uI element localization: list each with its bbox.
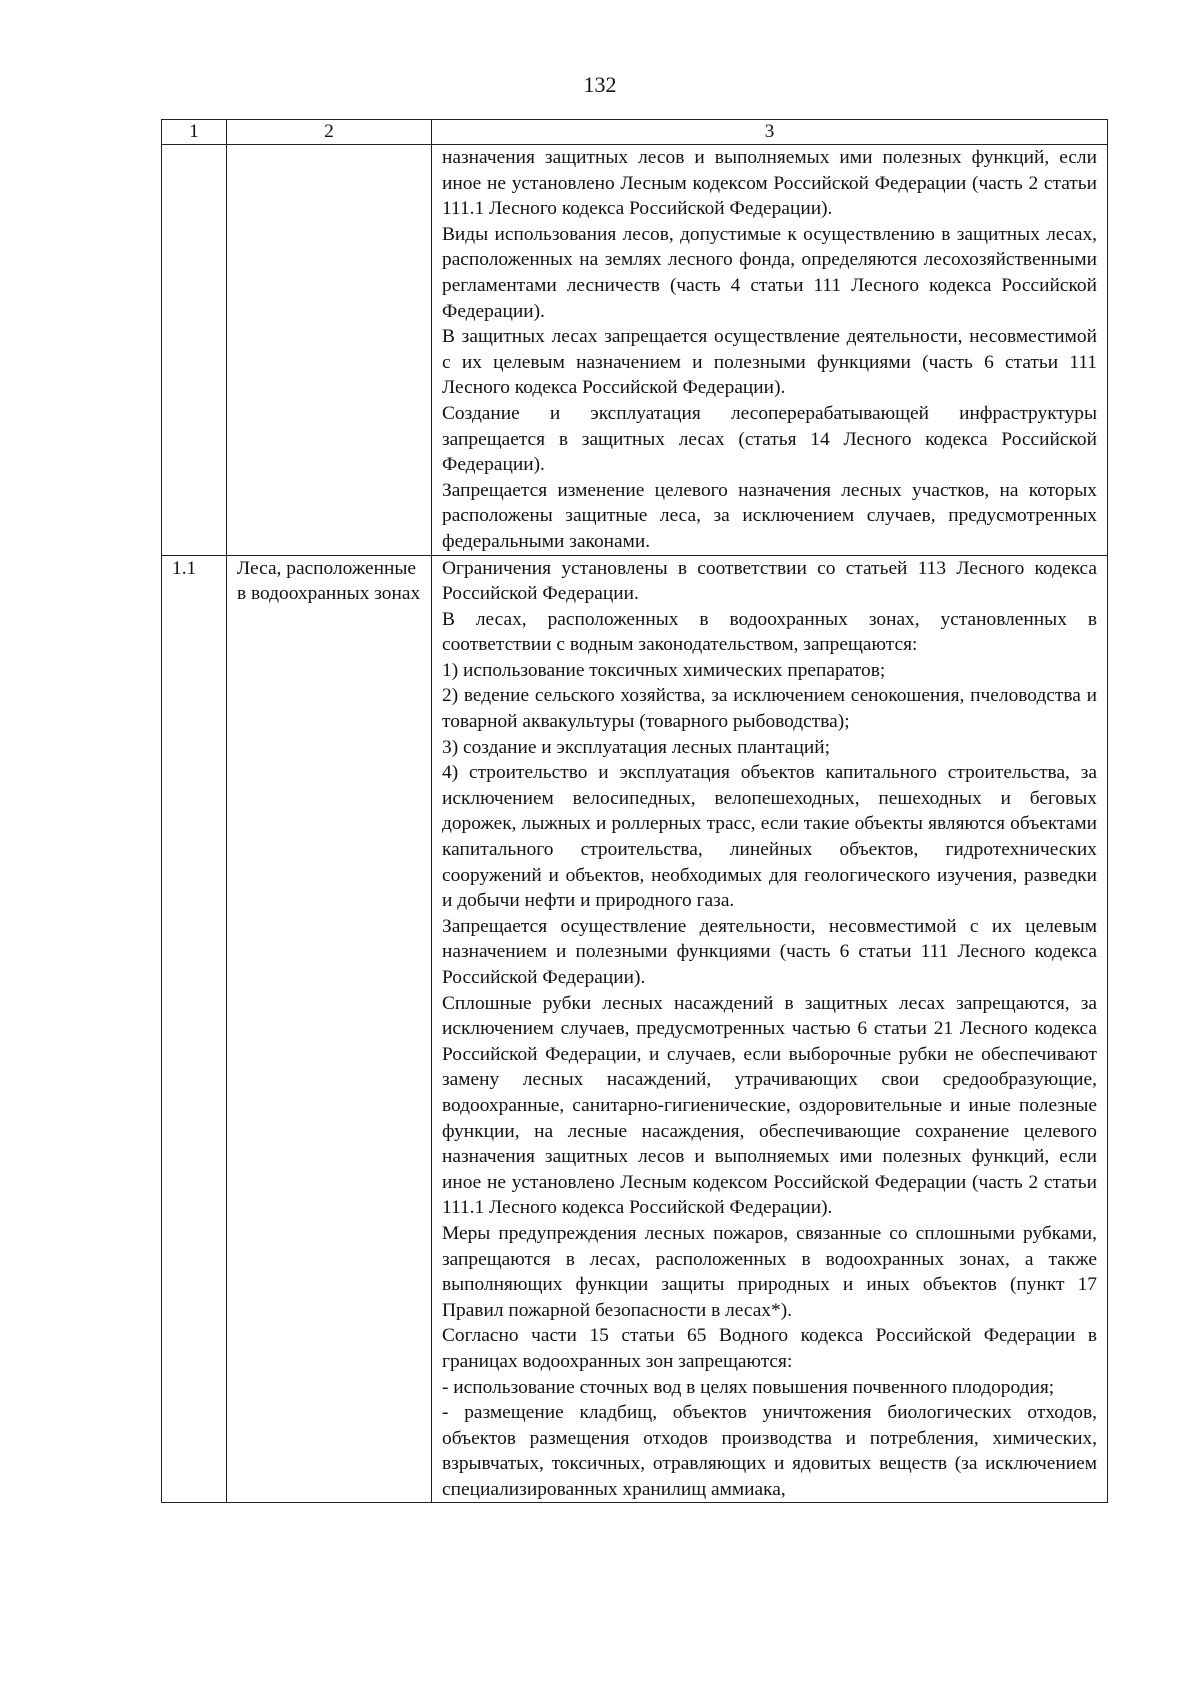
row-text-cell	[432, 555, 1108, 1503]
header-col-1: 1	[162, 120, 227, 145]
paragraph: В защитных лесах запрещается осуществление деятельности, несовместимой с их целевым назначением и полезными функциями (часть 6 статьи 111 Лесного кодекса Российской Федерации).	[442, 326, 1097, 399]
paragraph: 1) использование токсичных химических препаратов;	[442, 659, 886, 681]
paragraph: Сплошные рубки лесных насаждений в защитных лесах запрещаются, за исключением случаев, предусмотренных частью 6 статьи 21 Лесного кодекса Российской Федерации, и случаев, если выборочные рубки не обеспечивают замену лесных насаждений, утрачивающих свои средообразующие, водоохранные, санитарно-гигиенические, оздоровительные и иные полезные функции, на лесные насаждения, обеспечивающие сохранение целевого назначения защитных лесов и выполняемых ими полезных функций, если иное не установлено Лесным кодексом Российской Федерации (часть 2 статьи 111.1 Лесного кодекса Российской Федерации).	[442, 992, 1097, 1219]
row-name-cell	[227, 145, 432, 556]
paragraph: 3) создание и эксплуатация лесных плантаций;	[442, 736, 831, 758]
regulations-table	[161, 119, 1108, 1503]
header-col-3: 3	[432, 120, 1108, 145]
paragraph: В лесах, расположенных в водоохранных зонах, установленных в соответствии с водным законодательством, запрещаются:	[442, 608, 1097, 656]
paragraph: - использование сточных вод в целях повышения почвенного плодородия;	[442, 1376, 1055, 1398]
paragraph: Виды использования лесов, допустимые к осуществлению в защитных лесах, расположенных на землях лесного фонда, определяются лесохозяйственными регламентами лесничеств (часть 4 статьи 111 Лесного кодекса Российской Федерации).	[442, 223, 1097, 322]
table-row-1-1	[162, 555, 1108, 1503]
paragraph: Ограничения установлены в соответствии со статьей 113 Лесного кодекса Российской Федерации.	[442, 557, 1097, 605]
row-name-cell: Леса, расположенные в водоохранных зонах	[227, 555, 432, 1503]
table-row-continuation	[162, 145, 1108, 556]
paragraph: Меры предупреждения лесных пожаров, связанные со сплошными рубками, запрещаются в лесах, расположенных в водоохранных зонах, а также выполняющих функции защиты природных и иных объектов (пункт 17 Правил пожарной безопасности в лесах*).	[442, 1222, 1097, 1321]
row-text-cell	[432, 145, 1108, 556]
paragraph: 4) строительство и эксплуатация объектов капитального строительства, за исключением велосипедных, велопешеходных, пешеходных и беговых дорожек, лыжных и роллерных трасс, если такие объекты являются объектами капитального строительства, линейных объектов, гидротехнических сооружений и объектов, необходимых для геологического изучения, разведки и добычи нефти и природного газа.	[442, 762, 1097, 912]
table-header-row	[162, 120, 1108, 145]
row-number-cell: 1.1	[162, 555, 227, 1503]
paragraph: Запрещается изменение целевого назначения лесных участков, на которых расположены защитные леса, за исключением случаев, предусмотренных федеральными законами.	[442, 479, 1097, 552]
paragraph: Создание и эксплуатация лесоперерабатывающей инфраструктуры запрещается в защитных лесах (статья 14 Лесного кодекса Российской Федерации).	[442, 402, 1097, 476]
page-number: 132	[583, 72, 617, 97]
row-number-cell	[162, 145, 227, 556]
paragraph: 2) ведение сельского хозяйства, за исключением сенокошения, пчеловодства и товарной аквакультуры (товарного рыбоводства);	[442, 685, 1097, 733]
paragraph: назначения защитных лесов и выполняемых ими полезных функций, если иное не установлено Лесным кодексом Российской Федерации (часть 2 статьи 111.1 Лесного кодекса Российской Федерации).	[442, 147, 1097, 220]
paragraph: Согласно части 15 статьи 65 Водного кодекса Российской Федерации в границах водоохранных зон запрещаются:	[442, 1325, 1097, 1372]
paragraph: Запрещается осуществление деятельности, несовместимой с их целевым назначением и полезными функциями (часть 6 статьи 111 Лесного кодекса Российской Федерации).	[442, 915, 1097, 988]
paragraph: - размещение кладбищ, объектов уничтожения биологических отходов, объектов размещения отходов производства и потребления, химических, взрывчатых, токсичных, отравляющих и ядовитых веществ (за исключением специализированных хранилищ аммиака,	[442, 1402, 1097, 1500]
header-col-2: 2	[227, 120, 432, 145]
